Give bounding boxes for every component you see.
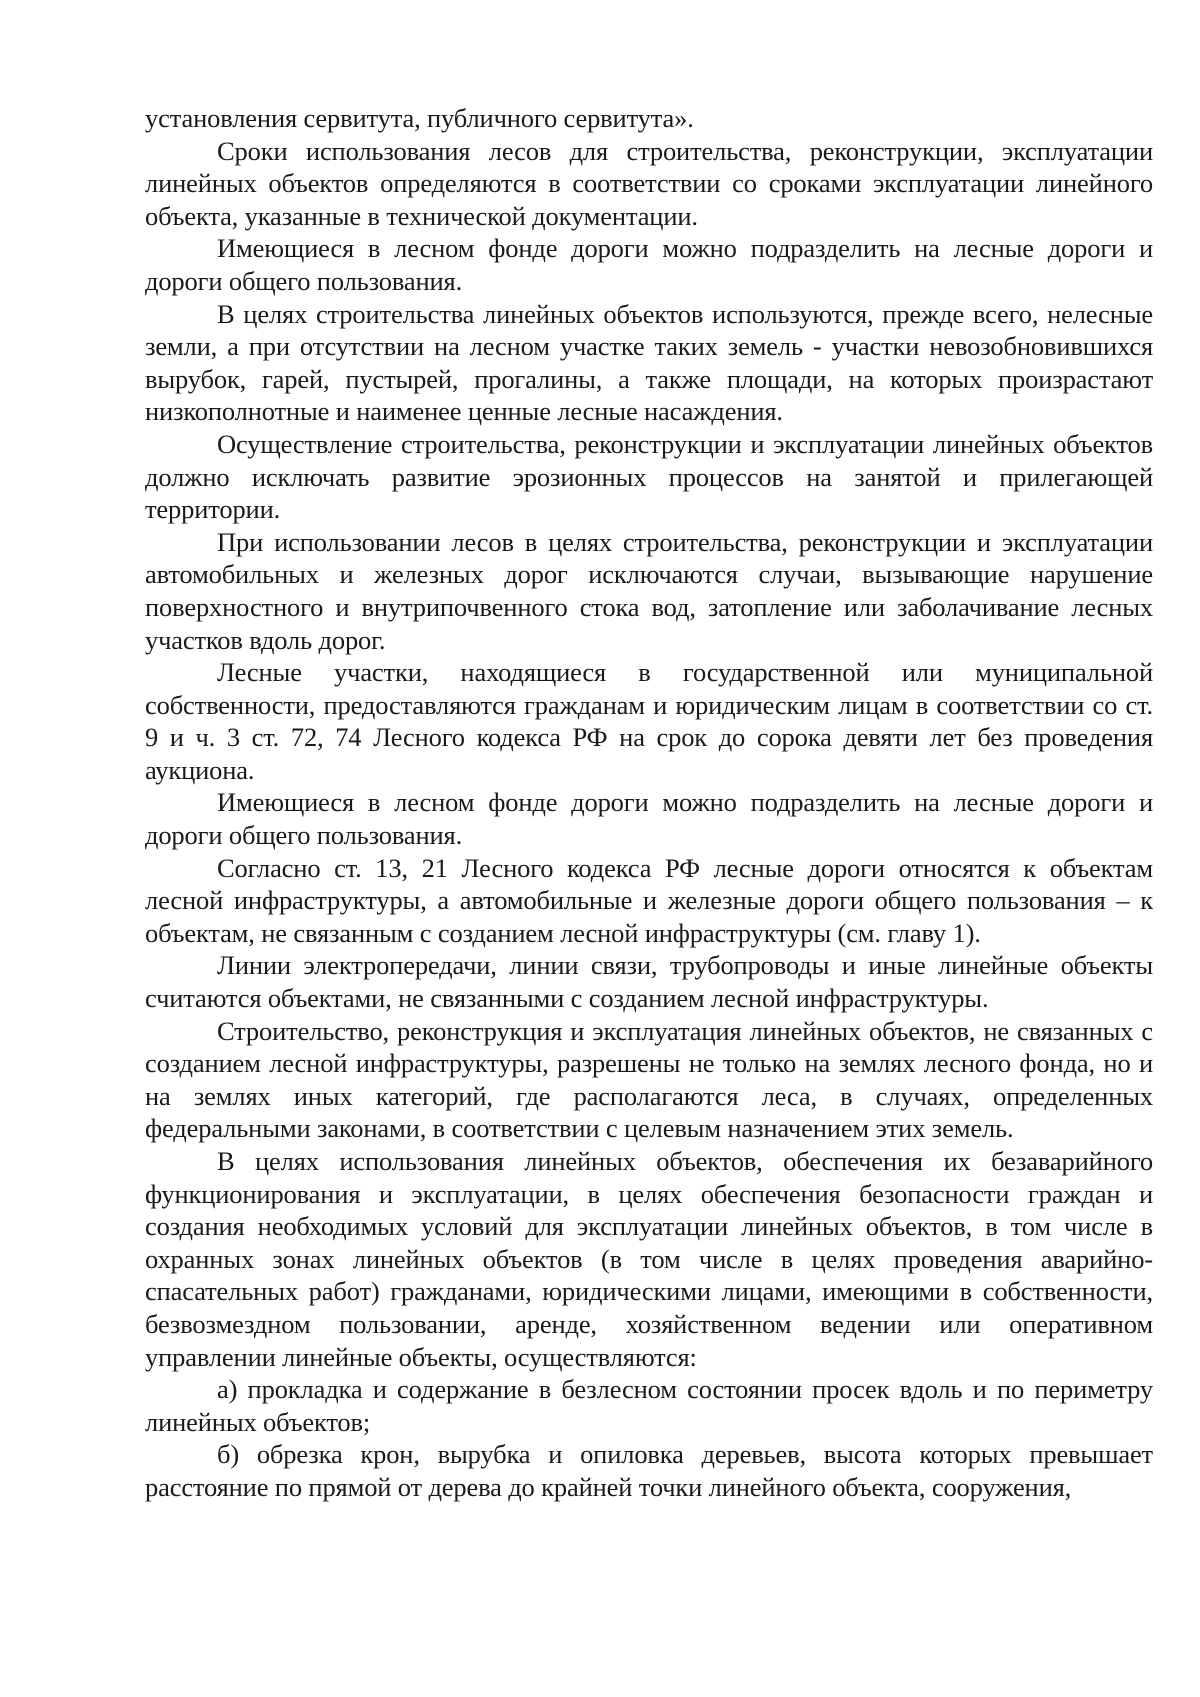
list-item-a: а) прокладка и содержание в безлесном состоянии просек вдоль и по периметру линейных объектов; [145,1374,1153,1437]
paragraph-other-categories: Строительство, реконструкция и эксплуатация линейных объектов, не связанных с созданием лесной инфраструктуры, разрешены не только на землях лесного фонда, но и на землях иных категорий, где располагаются леса, в случаях, определенных федеральными законами, в соответствии с целевым назначением этих земель. [145,1015,1153,1144]
paragraph-roads-drainage: При использовании лесов в целях строительства, реконструкции и эксплуатации автомобильных и железных дорог исключаются случаи, вызывающие нарушение поверхностного и внутрипочвенного стока вод, затопление или заболачивание лесных участков вдоль дорог. [145,526,1153,655]
document-page [145,102,1153,1504]
paragraph-terms-of-use: Сроки использования лесов для строительства, реконструкции, эксплуатации линейных объектов определяются в соответствии со сроками эксплуатации линейного объекта, указанные в технической документации. [145,135,1153,231]
paragraph-power-lines: Линии электропередачи, линии связи, трубопроводы и иные линейные объекты считаются объектами, не связанными с созданием лесной инфраструктуры. [145,950,1153,1014]
paragraph-continuation: установления сервитута, публичного сервитута». [145,103,694,133]
paragraph-construction-lands: В целях строительства линейных объектов используются, прежде всего, нелесные земли, а при отсутствии на лесном участке таких земель - участки невозобновившихся вырубок, гарей, пустырей, прогалины, а также площади, на которых произрастают низкополнотные и наименее ценные лесные насаждения. [145,298,1153,427]
list-item-b: б) обрезка крон, вырубка и опиловка деревьев, высота которых превышает расстояние по прямой от дерева до крайней точки линейного объекта, сооружения, [145,1439,1153,1502]
paragraph-road-types-repeat: Имеющиеся в лесном фонде дороги можно подразделить на лесные дороги и дороги общего пользования. [145,787,1153,851]
paragraph-forest-infrastructure: Согласно ст. 13, 21 Лесного кодекса РФ лесные дороги относятся к объектам лесной инфраструктуры, а автомобильные и железные дороги общего пользования – к объектам, не связанным с созданием лесной инфраструктуры (см. главу 1). [145,852,1153,948]
paragraph-road-types: Имеющиеся в лесном фонде дороги можно подразделить на лесные дороги и дороги общего пользования. [145,233,1153,296]
paragraph-safety-measures: В целях использования линейных объектов, обеспечения их безаварийного функционирования и эксплуатации, в целях обеспечения безопасности граждан и создания необходимых условий для эксплуатации линейных объектов, в том числе в охранных зонах линейных объектов (в том числе в целях проведения аварийно-спасательных работ) гражданами, юридическими лицами, имеющими в собственности, безвозмездном пользовании, аренде, хозяйственном ведении или оперативном управлении линейные объекты, осуществляются: [145,1146,1153,1372]
paragraph-erosion: Осуществление строительства, реконструкции и эксплуатации линейных объектов должно исключать развитие эрозионных процессов на занятой и прилегающей территории. [145,428,1153,525]
paragraph-land-provision: Лесные участки, находящиеся в государственной или муниципальной собственности, предоставляются гражданам и юридическим лицам в соответствии со ст. 9 и ч. 3 ст. 72, 74 Лесного кодекса РФ на срок до сорока девяти лет без проведения аукциона. [145,657,1153,785]
